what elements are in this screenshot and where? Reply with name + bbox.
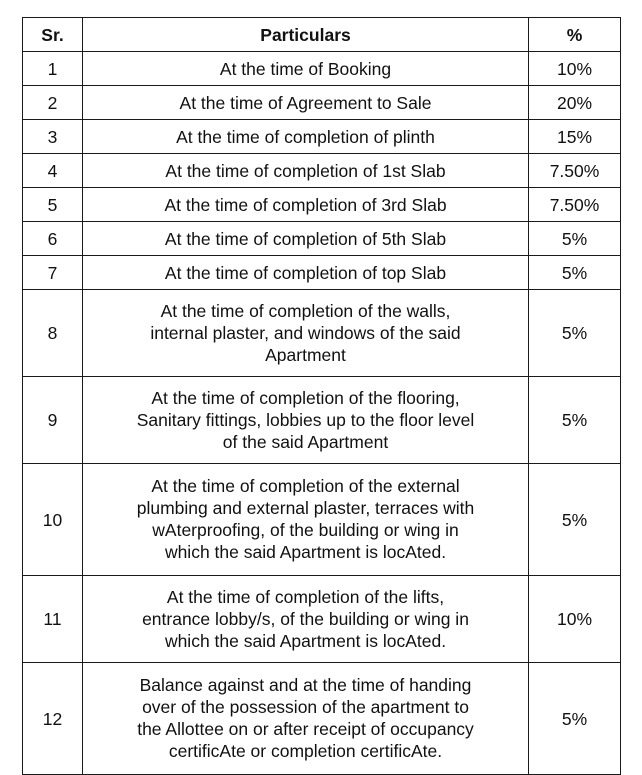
particulars-line: At the time of completion of the flooring, bbox=[151, 387, 460, 408]
cell-particulars bbox=[83, 663, 529, 775]
particulars-line: At the time of completion of 3rd Slab bbox=[164, 194, 447, 215]
particulars-line: internal plaster, and windows of the said bbox=[150, 322, 461, 343]
particulars-line: plumbing and external plaster, terraces with bbox=[136, 498, 475, 518]
cell-percent: 10% bbox=[529, 576, 621, 663]
cell-percent: 10% bbox=[529, 52, 621, 86]
particulars-line: At the time of Booking bbox=[219, 58, 392, 79]
cell-percent: 7.50% bbox=[529, 154, 621, 188]
header-particulars: Particulars bbox=[83, 18, 529, 52]
cell-percent: 15% bbox=[529, 120, 621, 154]
cell-sr: 12 bbox=[23, 663, 83, 775]
cell-particulars bbox=[83, 576, 529, 663]
table-row bbox=[23, 576, 621, 663]
particulars-line: Sanitary fittings, lobbies up to the floor level bbox=[136, 409, 475, 430]
cell-sr: 5 bbox=[23, 188, 83, 222]
particulars-line: At the time of Agreement to Sale bbox=[179, 92, 432, 113]
table-row bbox=[23, 86, 621, 120]
particulars-line: At the time of completion of top Slab bbox=[164, 262, 447, 283]
cell-percent: 5% bbox=[529, 377, 621, 464]
cell-percent: 7.50% bbox=[529, 188, 621, 222]
cell-percent: 5% bbox=[529, 663, 621, 775]
cell-percent: 5% bbox=[529, 222, 621, 256]
cell-sr: 10 bbox=[23, 464, 83, 576]
cell-sr: 9 bbox=[23, 377, 83, 464]
particulars-line: which the said Apartment is locAted. bbox=[164, 630, 447, 651]
cell-percent: 5% bbox=[529, 464, 621, 576]
cell-percent: 5% bbox=[529, 256, 621, 290]
particulars-line: At the time of completion of the walls, bbox=[160, 300, 451, 321]
cell-particulars bbox=[83, 52, 529, 86]
table-header-row bbox=[23, 18, 621, 52]
header-percent: % bbox=[529, 18, 621, 52]
table-body bbox=[23, 52, 621, 775]
cell-particulars bbox=[83, 86, 529, 120]
particulars-line: At the time of completion of 5th Slab bbox=[164, 228, 447, 249]
particulars-line: Balance against and at the time of handing bbox=[139, 675, 472, 695]
particulars-line: wAterproofing, of the building or wing in bbox=[152, 520, 459, 540]
cell-particulars bbox=[83, 222, 529, 256]
table-row bbox=[23, 464, 621, 576]
cell-percent: 5% bbox=[529, 290, 621, 377]
payment-schedule bbox=[22, 17, 621, 775]
particulars-line: At the time of completion of plinth bbox=[176, 126, 435, 147]
particulars-line: over of the possession of the apartment to bbox=[142, 697, 469, 717]
header-sr: Sr. bbox=[23, 18, 83, 52]
payment-schedule-table bbox=[22, 17, 621, 775]
table-row bbox=[23, 256, 621, 290]
cell-sr: 6 bbox=[23, 222, 83, 256]
particulars-line: At the time of completion of the lifts, bbox=[166, 586, 445, 607]
cell-particulars bbox=[83, 464, 529, 576]
particulars-line: the Allottee on or after receipt of occupancy bbox=[137, 719, 474, 739]
cell-particulars bbox=[83, 290, 529, 377]
table-row bbox=[23, 52, 621, 86]
cell-sr: 3 bbox=[23, 120, 83, 154]
particulars-line: At the time of completion of 1st Slab bbox=[165, 160, 446, 181]
table-row bbox=[23, 188, 621, 222]
table-row bbox=[23, 377, 621, 464]
cell-sr: 1 bbox=[23, 52, 83, 86]
cell-sr: 2 bbox=[23, 86, 83, 120]
particulars-line: At the time of completion of the external bbox=[151, 476, 460, 496]
cell-particulars bbox=[83, 188, 529, 222]
cell-particulars bbox=[83, 154, 529, 188]
particulars-line: of the said Apartment bbox=[222, 431, 389, 452]
cell-particulars bbox=[83, 377, 529, 464]
particulars-line: certificAte or completion certificAte. bbox=[168, 741, 443, 761]
table-row bbox=[23, 222, 621, 256]
cell-sr: 11 bbox=[23, 576, 83, 663]
cell-particulars bbox=[83, 120, 529, 154]
particulars-line: which the said Apartment is locAted. bbox=[164, 542, 447, 562]
cell-sr: 4 bbox=[23, 154, 83, 188]
particulars-line: entrance lobby/s, of the building or wing in bbox=[142, 608, 469, 629]
table-row bbox=[23, 290, 621, 377]
cell-sr: 8 bbox=[23, 290, 83, 377]
table-row bbox=[23, 663, 621, 775]
table-row bbox=[23, 120, 621, 154]
particulars-line: Apartment bbox=[265, 344, 346, 365]
cell-particulars bbox=[83, 256, 529, 290]
cell-sr: 7 bbox=[23, 256, 83, 290]
table-row bbox=[23, 154, 621, 188]
cell-percent: 20% bbox=[529, 86, 621, 120]
